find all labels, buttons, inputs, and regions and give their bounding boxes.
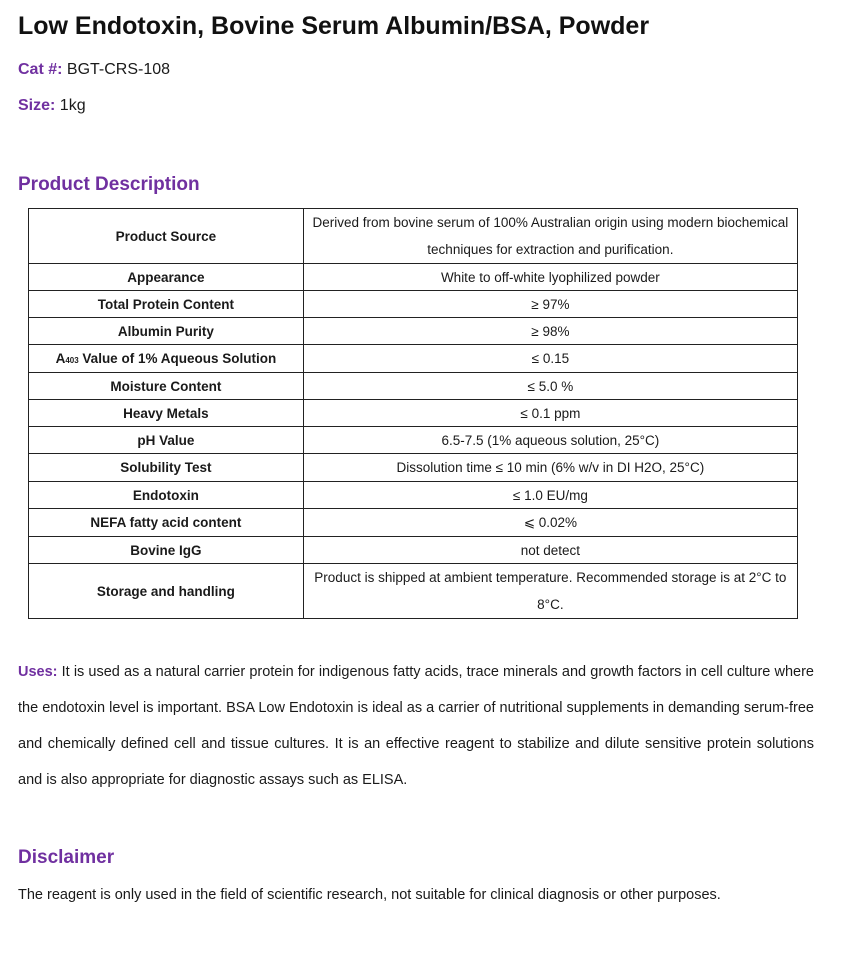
spec-value: ⩽ 0.02% [303,509,797,537]
spec-value: ≤ 0.1 ppm [303,400,797,427]
product-size-value: 1kg [59,97,86,114]
spec-param: Storage and handling [29,564,304,619]
spec-param-subscript: 403 [65,356,79,365]
table-row [29,454,798,482]
spec-value: Derived from bovine serum of 100% Australian origin using modern biochemical techniques for extraction and purification. [303,209,797,264]
spec-param: pH Value [29,427,304,454]
page-title: Low Endotoxin, Bovine Serum Albumin/BSA, Powder [18,12,650,40]
specification-table [28,208,798,619]
spec-param: Product Source [29,209,304,264]
spec-param: Total Protein Content [29,291,304,318]
spec-value: ≤ 0.15 [303,345,797,373]
disclaimer-text: The reagent is only used in the field of scientific research, not suitable for clinical diagnosis or other purposes. [18,887,721,903]
table-row [29,345,798,373]
spec-param-prefix: A [55,351,66,366]
table-row [29,400,798,427]
spec-param: NEFA fatty acid content [29,509,304,537]
spec-value: 6.5-7.5 (1% aqueous solution, 25°C) [303,427,797,454]
spec-param-absorbance [29,345,304,373]
table-row [29,537,798,564]
disclaimer-heading: Disclaimer [18,847,115,868]
uses-text: It is used as a natural carrier protein for indigenous fatty acids, trace minerals and growth factors in cell culture where the endotoxin level is important. BSA Low Endotoxin is ideal as a carrier of nutritional supplements in demanding serum-free and chemically defined cell and tissue cultures. It is an effective reagent to stabilize and dilute sensitive protein solutions and is also appropriate for diagnostic assays such as ELISA. [18,664,814,788]
table-row [29,427,798,454]
table-row [29,509,798,537]
table-row [29,291,798,318]
spec-param: Moisture Content [29,373,304,400]
spec-param: Heavy Metals [29,400,304,427]
table-row [29,373,798,400]
spec-value: Dissolution time ≤ 10 min (6% w/v in DI H2O, 25°C) [303,454,797,482]
spec-value: ≥ 98% [303,318,797,345]
spec-param: Endotoxin [29,482,304,509]
table-row [29,209,798,264]
product-size [18,97,86,115]
spec-param: Appearance [29,264,304,291]
spec-value: not detect [303,537,797,564]
uses-paragraph [18,654,814,798]
uses-label: Uses: [18,664,58,680]
catalog-number-value: BGT-CRS-108 [66,61,171,78]
table-row [29,264,798,291]
table-row [29,318,798,345]
table-row [29,564,798,619]
product-size-label: Size: [18,97,56,114]
spec-value: White to off-white lyophilized powder [303,264,797,291]
spec-value: ≥ 97% [303,291,797,318]
catalog-number [18,61,170,79]
spec-param: Bovine IgG [29,537,304,564]
spec-value: ≤ 1.0 EU/mg [303,482,797,509]
spec-param: Albumin Purity [29,318,304,345]
catalog-number-label: Cat #: [18,61,63,78]
table-row [29,482,798,509]
spec-value: Product is shipped at ambient temperature. Recommended storage is at 2°C to 8°C. [303,564,797,619]
spec-param: Solubility Test [29,454,304,482]
product-description-heading: Product Description [18,174,200,195]
spec-value: ≤ 5.0 % [303,373,797,400]
spec-param-rest: Value of 1% Aqueous Solution [78,351,277,366]
